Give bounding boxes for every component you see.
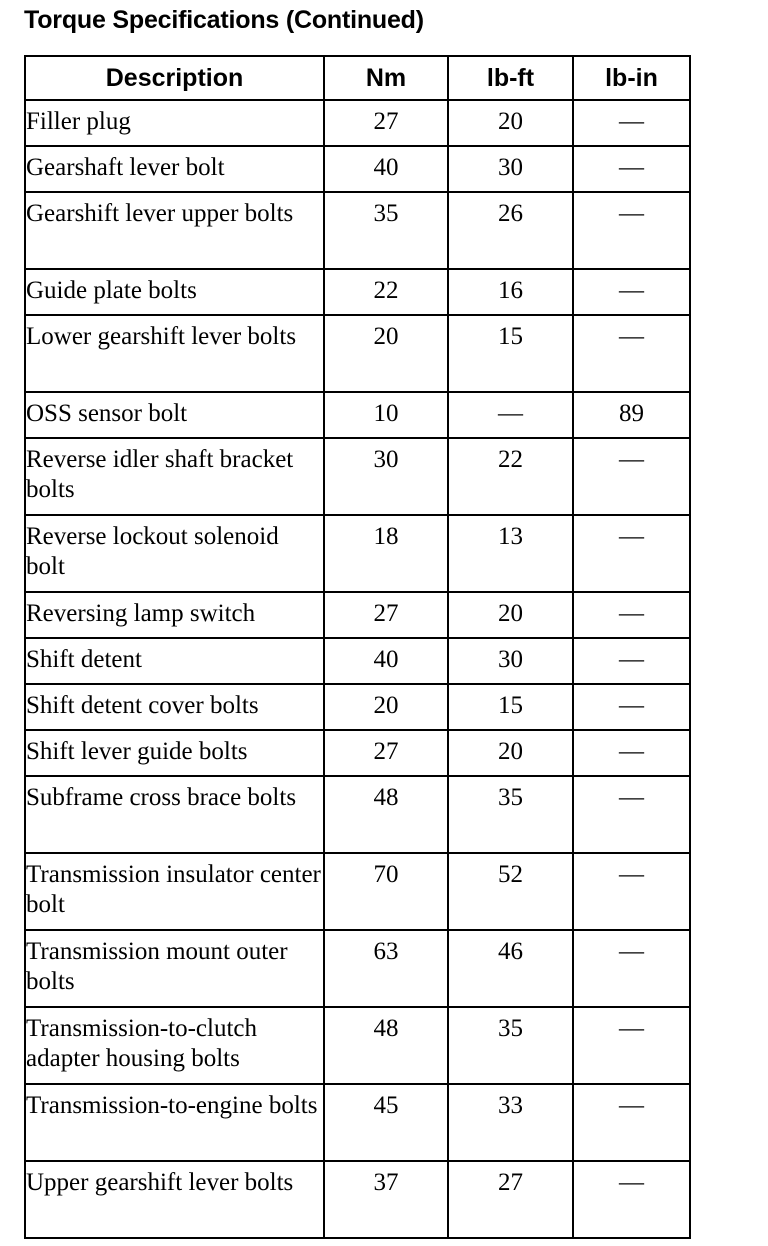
cell-description: Filler plug	[25, 100, 324, 146]
cell-lb-in: —	[573, 776, 690, 853]
table-row	[25, 776, 690, 853]
cell-lb-ft: 20	[448, 730, 573, 776]
cell-nm: 27	[324, 730, 448, 776]
cell-description: Guide plate bolts	[25, 269, 324, 315]
cell-lb-ft: 15	[448, 315, 573, 392]
cell-lb-ft: 46	[448, 930, 573, 1007]
cell-nm: 40	[324, 146, 448, 192]
table-row	[25, 730, 690, 776]
cell-lb-ft: 35	[448, 776, 573, 853]
cell-lb-ft: 30	[448, 638, 573, 684]
cell-lb-ft: 35	[448, 1007, 573, 1084]
cell-lb-in: 89	[573, 392, 690, 438]
cell-nm: 35	[324, 192, 448, 269]
cell-lb-ft: 30	[448, 146, 573, 192]
cell-lb-in: —	[573, 730, 690, 776]
cell-lb-ft: 15	[448, 684, 573, 730]
table-row	[25, 684, 690, 730]
table-row	[25, 100, 690, 146]
cell-description: Transmission-to-engine bolts	[25, 1084, 324, 1161]
cell-nm: 20	[324, 684, 448, 730]
cell-nm: 27	[324, 592, 448, 638]
cell-nm: 48	[324, 1007, 448, 1084]
header-lb-ft: lb-ft	[448, 56, 573, 100]
cell-lb-in: —	[573, 315, 690, 392]
cell-lb-ft: —	[448, 392, 573, 438]
cell-description: Shift lever guide bolts	[25, 730, 324, 776]
cell-description: Upper gearshift lever bolts	[25, 1161, 324, 1238]
cell-lb-ft: 33	[448, 1084, 573, 1161]
cell-nm: 22	[324, 269, 448, 315]
cell-lb-ft: 52	[448, 853, 573, 930]
cell-lb-in: —	[573, 930, 690, 1007]
table-row	[25, 853, 690, 930]
cell-nm: 48	[324, 776, 448, 853]
cell-description: OSS sensor bolt	[25, 392, 324, 438]
cell-lb-ft: 22	[448, 438, 573, 515]
cell-description: Gearshaft lever bolt	[25, 146, 324, 192]
cell-lb-ft: 13	[448, 515, 573, 592]
cell-lb-ft: 20	[448, 592, 573, 638]
cell-lb-in: —	[573, 146, 690, 192]
table-row	[25, 146, 690, 192]
header-description: Description	[25, 56, 324, 100]
cell-description: Reverse lockout solenoid bolt	[25, 515, 324, 592]
cell-lb-in: —	[573, 1161, 690, 1238]
cell-nm: 20	[324, 315, 448, 392]
cell-description: Shift detent	[25, 638, 324, 684]
cell-lb-in: —	[573, 1084, 690, 1161]
cell-nm: 10	[324, 392, 448, 438]
table-row	[25, 315, 690, 392]
table-row	[25, 638, 690, 684]
cell-nm: 63	[324, 930, 448, 1007]
cell-nm: 45	[324, 1084, 448, 1161]
cell-description: Reverse idler shaft bracket bolts	[25, 438, 324, 515]
table-row	[25, 592, 690, 638]
cell-lb-ft: 16	[448, 269, 573, 315]
header-nm: Nm	[324, 56, 448, 100]
table-row	[25, 438, 690, 515]
table-row	[25, 1084, 690, 1161]
cell-nm: 70	[324, 853, 448, 930]
table-row	[25, 269, 690, 315]
torque-spec-table	[24, 55, 691, 1239]
header-lb-in: lb-in	[573, 56, 690, 100]
cell-lb-in: —	[573, 100, 690, 146]
cell-description: Lower gearshift lever bolts	[25, 315, 324, 392]
cell-description: Transmission mount outer bolts	[25, 930, 324, 1007]
cell-description: Reversing lamp switch	[25, 592, 324, 638]
cell-lb-in: —	[573, 192, 690, 269]
cell-lb-ft: 20	[448, 100, 573, 146]
table-row	[25, 1161, 690, 1238]
cell-description: Gearshift lever upper bolts	[25, 192, 324, 269]
cell-lb-ft: 26	[448, 192, 573, 269]
cell-nm: 30	[324, 438, 448, 515]
table-row	[25, 515, 690, 592]
table-row	[25, 392, 690, 438]
cell-lb-in: —	[573, 684, 690, 730]
cell-lb-ft: 27	[448, 1161, 573, 1238]
cell-description: Transmission-to-clutch adapter housing bolts	[25, 1007, 324, 1084]
cell-description: Shift detent cover bolts	[25, 684, 324, 730]
cell-nm: 27	[324, 100, 448, 146]
table-row	[25, 1007, 690, 1084]
cell-description: Transmission insulator center bolt	[25, 853, 324, 930]
cell-description: Subframe cross brace bolts	[25, 776, 324, 853]
cell-lb-in: —	[573, 638, 690, 684]
table-row	[25, 930, 690, 1007]
cell-nm: 40	[324, 638, 448, 684]
table-row	[25, 192, 690, 269]
cell-nm: 18	[324, 515, 448, 592]
table-header-row	[25, 56, 690, 100]
cell-nm: 37	[324, 1161, 448, 1238]
cell-lb-in: —	[573, 515, 690, 592]
cell-lb-in: —	[573, 269, 690, 315]
page-title: Torque Specifications (Continued)	[24, 6, 424, 34]
cell-lb-in: —	[573, 853, 690, 930]
cell-lb-in: —	[573, 592, 690, 638]
cell-lb-in: —	[573, 1007, 690, 1084]
cell-lb-in: —	[573, 438, 690, 515]
